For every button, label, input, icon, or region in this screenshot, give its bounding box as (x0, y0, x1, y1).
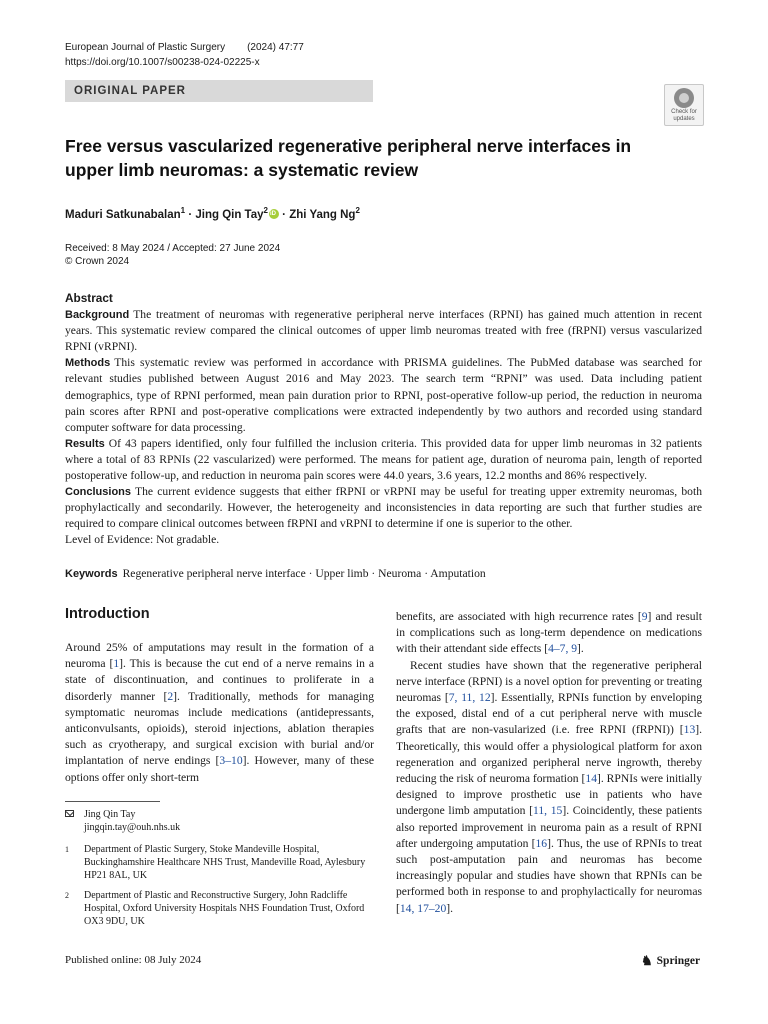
affiliation-2 (65, 889, 374, 928)
abstract-text: Of 43 papers identified, only four fulfilled the inclusion criteria. This provided data for upper limb neuromas in 32 patients where a total of 83 RPNIs (22 vascularized) were performed. The means for patient age, duration of neuroma pain, length of reported postoperative follow-up, and reduction in neuroma pain scores were 44.0 years, 3.6 years, 12.2 months and 86% respectively. (65, 436, 702, 483)
envelope-icon (65, 810, 74, 817)
footnote-divider (65, 801, 160, 802)
author-list (65, 203, 360, 223)
author-name[interactable]: Maduri Satkunabalan (65, 208, 181, 221)
publisher-name: Springer (656, 955, 701, 967)
article-dates (65, 242, 280, 268)
paragraph: Around 25% of amputations may result in the formation of a neuroma [1]. This is because the cut end of a nerve remains in a state of discontinuation, and continues to proliferate in a disorderly manner [2]. Traditionally, methods for managing symptomatic neuromas include medications (antidepressants, anticonvulsants, opioids), steroid injections, ablation therapies such as cryotherapy, and surgical excision with burial and/or implantation of nerve endings [3–10]. However, many of these options offer only short-term (65, 641, 375, 784)
paragraph: Recent studies have shown that the regenerative peripheral nerve interface (RPNI) is a novel option for preventing or treating neuromas [7, 11, 12]. Essentially, RPNIs function by enveloping the exposed, distal end of a cut peripheral nerve with muscle grafts that are non-vasularized (i.e. free RPNI (fRPNI)) [13]. Theoretically, this would offer a physiological platform for axon regeneration and organized peripheral nerve ingrowth, thereby reducing the risk of neuroma formation [14]. RPNIs were initially designed to improve prosthetic use in patients who have undergone limb amputation [11, 15]. Coincidently, these patients also reported improvement in neuroma pain as a result of RPNI after undergoing amputation [16]. Thus, the use of RPNIs to treat such post-amputation pain and neuromas has become increasingly popular and studies have shown that RPNIs can be performed both in response to and prophylactically for neuromas [14, 17–20]. (396, 658, 702, 915)
abstract-text: This systematic review was performed in accordance with PRISMA guidelines. The PubMed database was searched for relevant studies published between August 2016 and May 2023. The search term “RPNI” was used. Data including patient demographics, type of RPNI performed, mean pain duration prior to RPNI, post-operative follow-up period, the reduction in neuroma pain scores after RPNI and post-operative complications were extracted independently by two authors and recorded using standard computer software for data processing. (65, 356, 702, 434)
copyright: © Crown 2024 (65, 256, 130, 267)
corresponding-author-note (65, 808, 374, 834)
check-for-updates-icon (674, 88, 694, 108)
affiliation-text: Department of Plastic Surgery, Stoke Mandeville Hospital, Buckinghamshire Healthcare NHS Trust, Mandeville Road, Aylesbury HP21 8AL, UK (84, 844, 366, 881)
published-online: Published online: 08 July 2024 (65, 954, 202, 966)
body-column-left (65, 640, 374, 786)
abstract-label: Background (65, 309, 130, 322)
abstract-heading: Abstract (65, 291, 113, 305)
author-affiliation-mark: 2 (355, 206, 360, 215)
affiliation-mark: 2 (65, 891, 69, 900)
author-name[interactable]: Jing Qin Tay (195, 208, 264, 221)
citation-link[interactable]: 4–7, 9 (548, 642, 578, 656)
abstract-results (65, 436, 702, 484)
received-accepted: Received: 8 May 2024 / Accepted: 27 June 2024 (65, 243, 281, 254)
abstract-label: Conclusions (65, 486, 132, 499)
affiliation-mark: 1 (65, 845, 69, 854)
badge-line2: updates (673, 115, 695, 122)
section-heading-introduction: Introduction (65, 606, 150, 622)
citation-link[interactable]: 11, 15 (533, 804, 563, 818)
abstract-conclusions (65, 484, 702, 532)
journal-volume: (2024) 47:77 (247, 42, 304, 53)
citation-link[interactable]: 1 (113, 657, 120, 671)
citation-link[interactable]: 14 (585, 772, 597, 786)
corresponding-author-email[interactable]: jingqin.tay@ouh.nhs.uk (84, 822, 181, 833)
keywords-text: Regenerative peripheral nerve interface · Upper limb · Neuroma · Amputation (122, 567, 486, 580)
body-column-right (396, 609, 702, 917)
journal-name: European Journal of Plastic Surgery (65, 42, 226, 53)
citation-link[interactable]: 9 (641, 610, 648, 623)
keywords (65, 566, 486, 582)
affiliation-text: Department of Plastic and Reconstructive Surgery, John Radcliffe Hospital, Oxford University Hospitals NHS Foundation Trust, Oxford OX3 9DU, UK (84, 890, 365, 927)
abstract-text: The current evidence suggests that either fRPNI or vRPNI may be useful for treating upper extremity neuromas, both prophylactically and secondarily. However, the heterogeneity and inconsistencies in data reporting are such that further studies are required to compare clinical outcomes between fRPNI and vRPNI to determine if one is superior to the other. (65, 485, 702, 531)
article-type-banner: ORIGINAL PAPER (65, 80, 373, 102)
springer-horse-icon: ♞ (641, 953, 653, 968)
citation-link[interactable]: 14, 17–20 (399, 901, 447, 915)
author-name[interactable]: Zhi Yang Ng (289, 208, 356, 221)
badge-line1: Check for (671, 109, 697, 115)
abstract (65, 290, 702, 549)
author-separator: · (278, 208, 290, 221)
author-affiliation-mark: 1 (180, 206, 186, 215)
affiliation-1 (65, 843, 374, 882)
citation-link[interactable]: 16 (535, 836, 548, 850)
abstract-methods (65, 355, 702, 435)
paragraph: benefits, are associated with high recurrence rates [9] and result in complications such as long-term dependence on medications with their attendant side effects [4–7, 9]. (396, 610, 703, 656)
citation-link[interactable]: 3–10 (219, 754, 243, 768)
author-affiliation-mark: 2 (263, 206, 268, 215)
publisher-logo (641, 953, 700, 969)
journal-header (65, 40, 304, 70)
keywords-label: Keywords (65, 568, 118, 580)
article-title: Free versus vascularized regenerative peripheral nerve interfaces in upper limb neuromas: a systematic review (65, 136, 632, 180)
citation-link[interactable]: 7, 11, 12 (448, 691, 491, 705)
abstract-label: Methods (65, 357, 111, 370)
abstract-background (65, 307, 702, 355)
doi-link[interactable]: https://doi.org/10.1007/s00238-024-02225-x (65, 57, 260, 68)
citation-link[interactable]: 2 (167, 689, 174, 703)
check-for-updates-badge[interactable] (664, 84, 704, 126)
citation-link[interactable]: 13 (683, 723, 696, 737)
abstract-text: The treatment of neuromas with regenerative peripheral nerve interfaces (RPNI) has gained much attention in recent years. This systematic review compared the clinical outcomes of upper limb neuromas treated with free (fRPNI) versus vascularized RPNI (vRPNI). (65, 308, 702, 354)
orcid-icon[interactable] (269, 209, 279, 219)
abstract-label: Results (65, 437, 105, 450)
corresponding-author-name: Jing Qin Tay (84, 809, 136, 820)
level-of-evidence: Level of Evidence: Not gradable. (65, 533, 220, 547)
author-separator: · (185, 208, 196, 221)
